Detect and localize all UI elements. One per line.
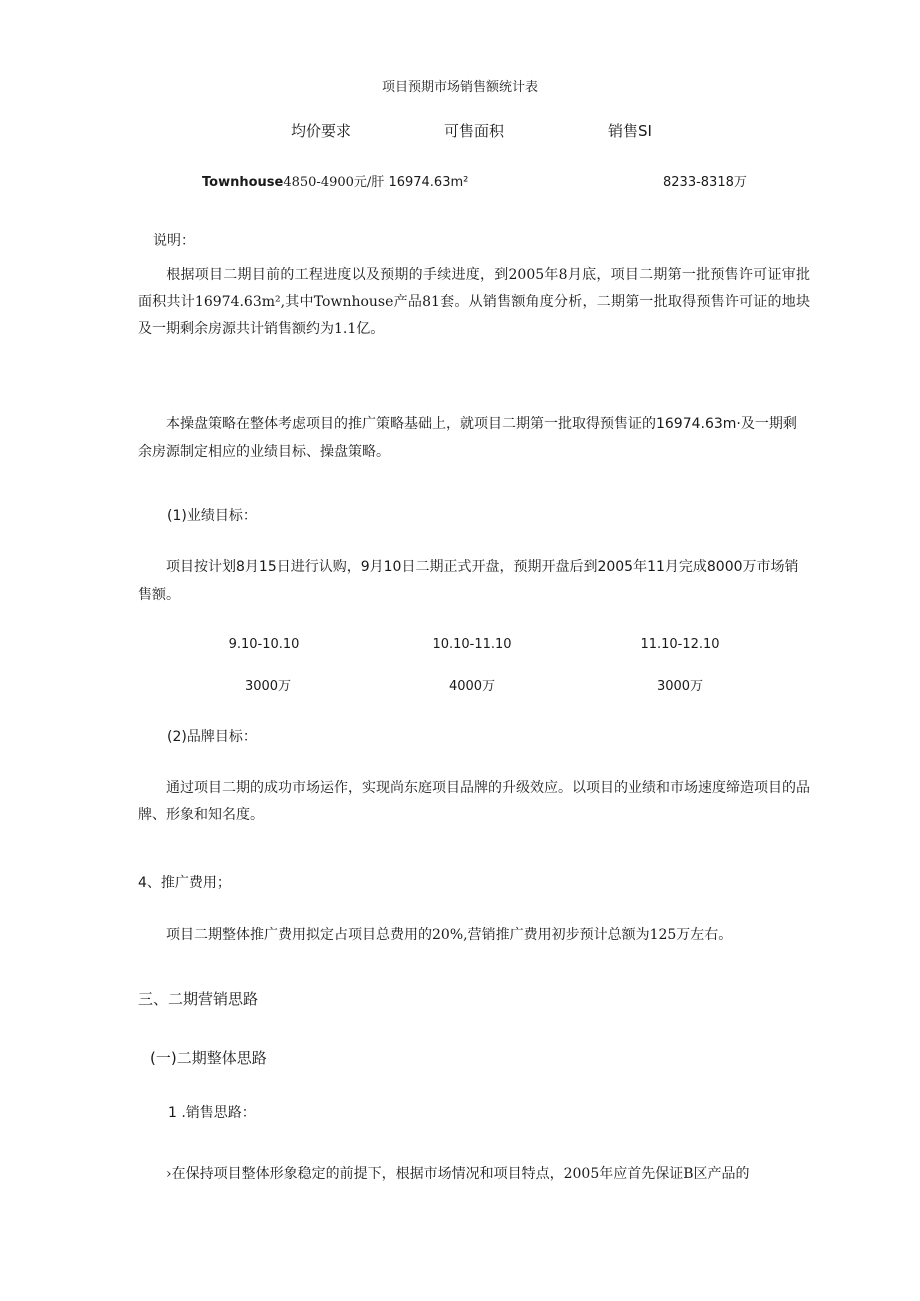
goal2-paragraph: 通过项目二期的成功市场运作，实现尚东庭项目品牌的升级效应。以项目的业绩和市场速度缔造项目的品牌、形象和知名度。 xyxy=(138,780,810,823)
note-label: 说明： xyxy=(153,233,195,249)
row-sales: 8233-8318万 xyxy=(663,175,747,190)
goal1-paragraph: 项目按计划8月15日进行认购，9月10日二期正式开盘，预期开盘后到2005年11月完成8000万市场销售额。 xyxy=(138,559,799,603)
note-paragraph: 根据项目二期目前的工程进度以及预期的手续进度，到2005年8月底，项目二期第一批预售许可证审批面积共计16974.63m²,其中Townhouse产品81套。从销售额角度分析，二期第一批取得预售许可证的地块及一期剩余房源共计销售额约为1.1亿。 xyxy=(138,267,810,337)
period-amount: 4000万 xyxy=(448,679,496,694)
item1-title: 1 .销售思路： xyxy=(168,1105,256,1121)
goal1-label: (1)业绩目标： xyxy=(167,508,257,524)
row-price: 4850-4900元/肝 xyxy=(283,175,385,190)
header-price: 均价要求 xyxy=(291,122,352,140)
row-label: Townhouse xyxy=(202,175,284,190)
goal2-label: (2)品牌目标： xyxy=(167,729,257,745)
period-range: 10.10-11.10 xyxy=(432,637,512,652)
strategy-paragraph: 本操盘策略在整体考虑项目的推广策略基础上，就项目二期第一批取得预售证的16974.63m·及一期剩余房源制定相应的业绩目标、操盘策略。 xyxy=(138,416,797,460)
period-amount: 3000万 xyxy=(656,679,704,694)
row-area: 16974.63m² xyxy=(388,175,469,190)
section4-label: 4、推广费用； xyxy=(138,875,231,891)
table-row xyxy=(202,171,468,190)
section3-title: 三、二期营销思路 xyxy=(138,990,259,1008)
sub1-title: (一)二期整体思路 xyxy=(150,1049,267,1067)
period-range: 9.10-10.10 xyxy=(228,637,300,652)
period-range: 11.10-12.10 xyxy=(640,637,720,652)
period-amount: 3000万 xyxy=(244,679,292,694)
section4-paragraph: 项目二期整体推广费用拟定占项目总费用的20%,营销推广费用初步预计总额为125万左右。 xyxy=(166,927,733,943)
table-title: 项目预期市场销售额统计表 xyxy=(381,80,538,95)
last-line: ›在保持项目整体形象稳定的前提下，根据市场情况和项目特点，2005年应首先保证B区产品的 xyxy=(166,1166,750,1182)
header-sales: 销售SI xyxy=(608,122,652,140)
header-area: 可售面积 xyxy=(444,122,505,140)
